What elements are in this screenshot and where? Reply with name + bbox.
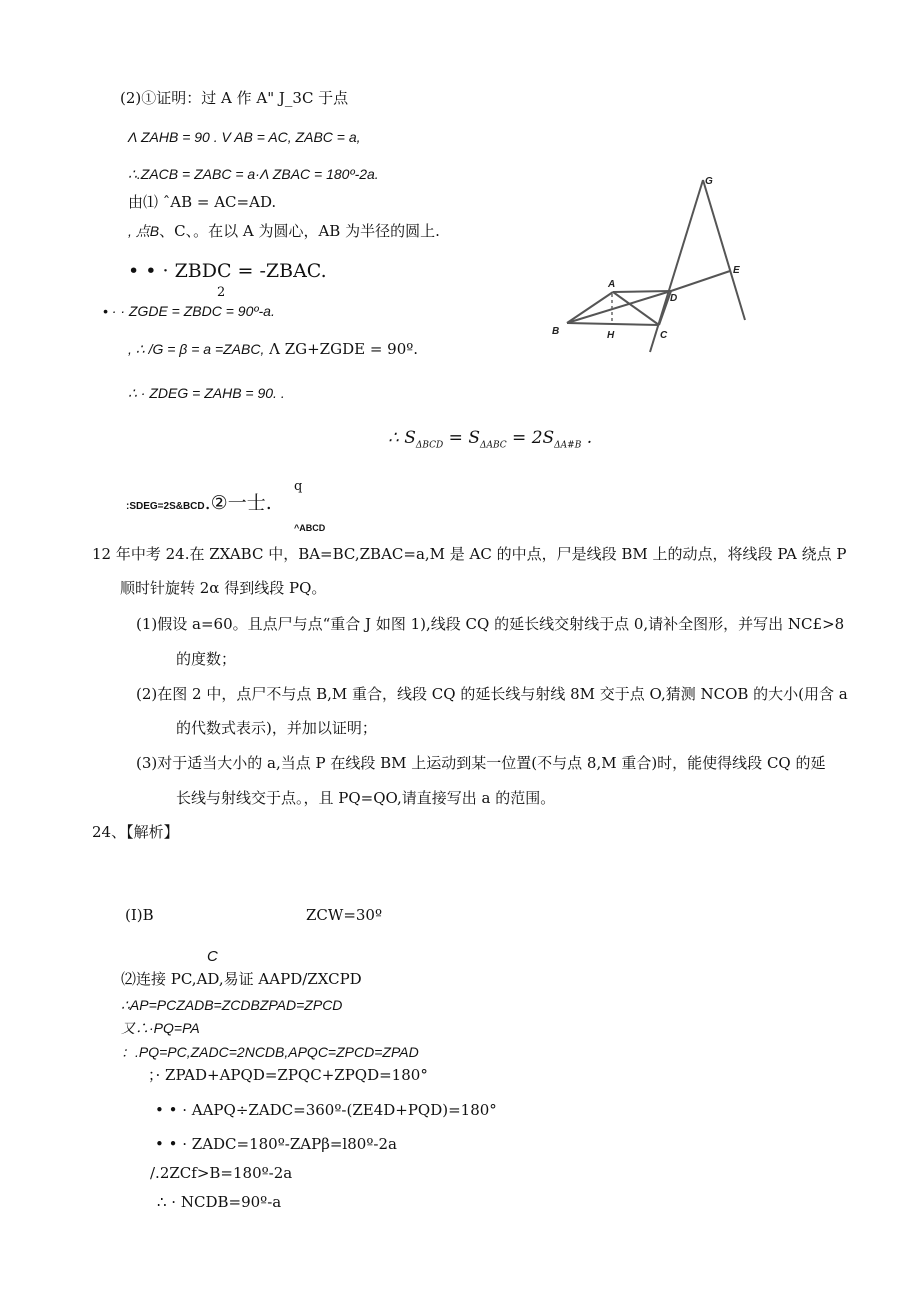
proof-line-2: Λ ZAHB = 90 . V AB = AC, ZABC = a, <box>128 129 361 145</box>
solution-line-1b: ZCW=30º <box>306 906 383 924</box>
question-2-line-2: 的代数式表示)，并加以证明； <box>176 719 377 737</box>
segment-g-e <box>703 180 745 320</box>
question-3-line-2: 长线与射线交于点。，且 PQ=QO,请直接写出 a 的范围。 <box>176 789 556 807</box>
formula-mid: = S <box>443 428 480 448</box>
proof-line-6: • • · ZBDC = -ZBAC. <box>128 260 327 282</box>
solution-line-5: ：.PQ=PC,ZADC=2NCDB,APQC=ZPCD=ZPAD <box>121 1044 419 1060</box>
proof-line-10-q: q <box>294 479 303 494</box>
proof-line-5-part-b: 、C、。在以 A 为圆心，AB 为半径的圆上. <box>159 222 440 240</box>
solution-line-3: ∴AP=PCZADB=ZCDBZPAD=ZPCD <box>121 997 343 1013</box>
proof-line-9: ∴ · ZDEG = ZAHB = 90. . <box>128 385 285 401</box>
segment-b-a <box>567 292 613 323</box>
label-c: C <box>660 330 668 341</box>
formula-end: . <box>581 428 593 448</box>
solution-line-1c: C <box>207 948 218 965</box>
proof-line-10-part-a: :SDEG=2S&BCD <box>126 501 205 512</box>
solution-line-10: ∴ · NCDB=90º-a <box>157 1193 282 1211</box>
question-1-line-2: 的度数； <box>176 650 237 668</box>
proof-line-10-subscript: ^ABCD <box>294 523 326 533</box>
formula-right: = 2S <box>506 428 555 448</box>
label-b: B <box>552 326 560 337</box>
problem-line-2: 顺时针旋转 2α 得到线段 PQ。 <box>120 579 327 597</box>
solution-line-7: • • · AAPQ÷ZADC=360º-(ZE4D+PQD)=180° <box>155 1101 497 1119</box>
proof-line-8-part-a: , ∴ /G = β = a =ZABC, <box>128 341 265 357</box>
solution-line-1a: (I)B <box>125 906 154 924</box>
proof-line-8 <box>128 340 418 358</box>
label-a: A <box>608 279 616 290</box>
solution-line-9: /.2ZCf>B=180º-2a <box>150 1164 293 1182</box>
solution-heading: 24、【解析】 <box>92 823 179 841</box>
label-d: D <box>670 293 678 304</box>
proof-line-3: ∴.ZACB = ZABC = a·Λ ZBAC = 180º-2a. <box>128 166 379 182</box>
formula-sub-1: ΔBCD <box>415 440 444 451</box>
question-1-line-1: (1)假设 a=60。且点尸与点“重合 J 如图 1),线段 CQ 的延长线交射线于点 0,请补全图形，并写出 NC£>8 <box>136 615 845 633</box>
label-e: E <box>733 265 740 276</box>
proof-line-1: (2)①证明：过 A 作 A" J_3C 于点 <box>120 89 349 107</box>
question-3-line-1: (3)对于适当大小的 a,当点 P 在线段 BM 上运动到某一位置(不与点 8,M 重合)时，能使得线段 CQ 的延 <box>136 754 826 772</box>
solution-line-6: ；· ZPAD+APQD=ZPQC+ZPQD=180° <box>148 1066 428 1084</box>
formula-sub-2: ΔABC <box>479 440 507 451</box>
proof-line-10-part-b: .②一士. <box>204 492 272 514</box>
proof-line-7: • · · ZGDE = ZBDC = 90º-a. <box>103 303 275 319</box>
solution-line-4: 又∴·PQ=PA <box>121 1020 200 1036</box>
segment-d-e <box>671 271 730 291</box>
area-formula <box>388 428 592 450</box>
solution-line-2: ⑵连接 PC,AD,易证 AAPD/ZXCPD <box>121 970 362 988</box>
formula-sub-3: ΔA#B <box>554 440 582 451</box>
proof-line-5 <box>128 222 440 240</box>
proof-line-10 <box>126 494 272 516</box>
label-g: G <box>705 176 713 187</box>
geometry-figure <box>545 170 765 360</box>
problem-line-1: 12 年中考 24.在 ZXABC 中，BA=BC,ZBAC=a,M 是 AC 的中点，尸是线段 BM 上的动点，将线段 PA 绕点 P <box>92 545 847 563</box>
proof-line-4: 由⑴ ˆAB = AC=AD. <box>128 193 277 211</box>
solution-line-8: • • · ZADC=180º-ZAPβ=l80º-2a <box>155 1135 397 1153</box>
segment-a-d <box>613 291 671 292</box>
formula-left: ∴ S <box>388 428 416 448</box>
proof-line-5-part-a: , 点B <box>128 223 160 239</box>
segment-g-line <box>650 180 703 352</box>
question-2-line-1: (2)在图 2 中，点尸不与点 B,M 重合，线段 CQ 的延长线与射线 8M 交于点 O,猜测 NCOB 的大小(用含 a <box>136 685 848 703</box>
proof-line-6-subscript: 2 <box>217 285 226 300</box>
proof-line-8-part-b: Λ ZG+ZGDE = 90º. <box>264 340 419 358</box>
segment-b-c <box>567 323 659 325</box>
label-h: H <box>607 330 615 341</box>
